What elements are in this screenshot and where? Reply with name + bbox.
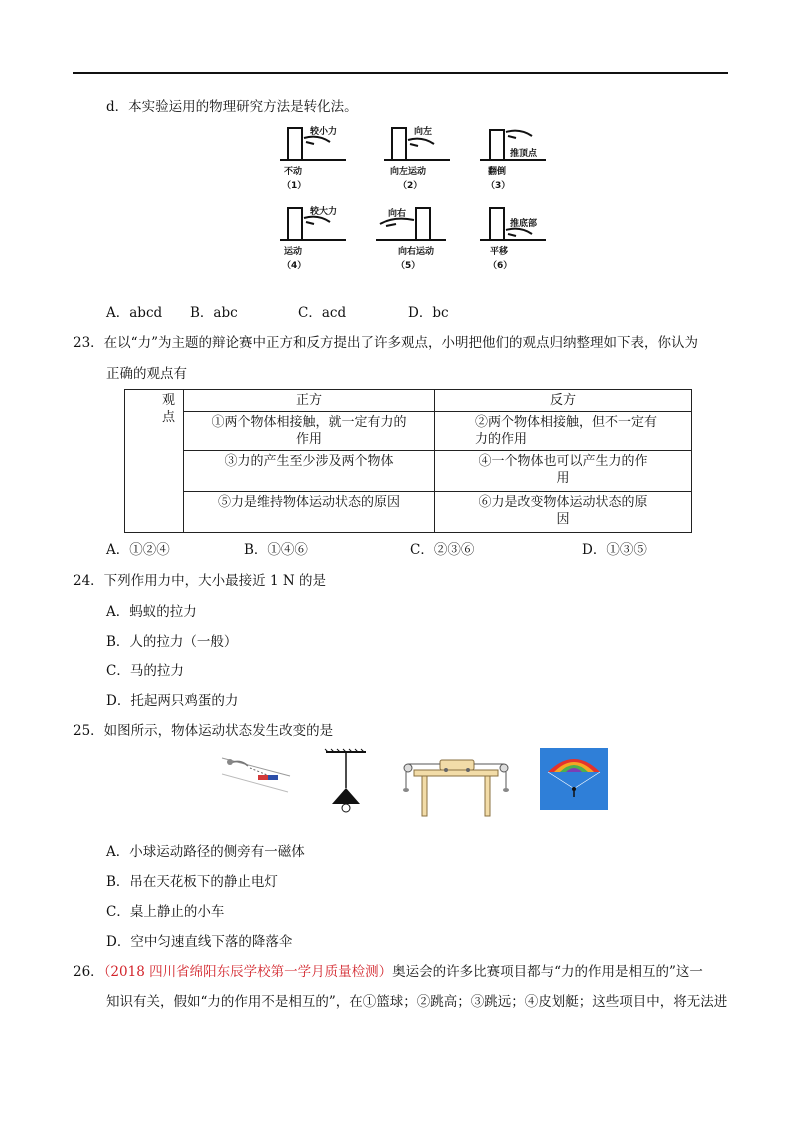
q23-option-a: A．①②④ — [106, 542, 170, 558]
table-row — [125, 492, 692, 533]
con-view-text: 用 — [556, 471, 570, 486]
q24-option-c: C．马的拉力 — [106, 663, 184, 679]
q22-caption: 向右运动 — [398, 247, 435, 257]
pro-view-cell — [184, 492, 435, 533]
q26-line2: 知识有关，假如“力的作用不是相互的”，在①篮球；②跳高；③跳远；④皮划艇；这些项目中，将无法进 — [106, 994, 728, 1010]
q23-stem-line2: 正确的观点有 — [106, 366, 187, 382]
q24-option-b: B．人的拉力（一般） — [106, 634, 238, 650]
q25-stem: 25．如图所示，物体运动状态发生改变的是 — [73, 723, 334, 739]
q22-force-label: 推底部 — [510, 219, 538, 229]
q22-figure-5 — [376, 204, 456, 274]
q22-number: （4） — [282, 261, 307, 271]
q23-option-c: C．②③⑥ — [410, 542, 475, 558]
q22-number: （6） — [488, 261, 513, 271]
con-view-cell — [435, 492, 692, 533]
con-view-text: ④一个物体也可以产生力的作 — [478, 454, 648, 469]
q22-figure-4 — [280, 204, 360, 274]
q22-figure-3 — [480, 124, 560, 194]
con-view-text: 因 — [556, 512, 570, 527]
q25-option-a: A．小球运动路径的侧旁有一磁体 — [106, 844, 305, 860]
corner-label-bottom: 点 — [161, 410, 175, 425]
ball-magnet-figure — [220, 748, 292, 818]
cart-on-table-figure — [400, 748, 512, 818]
q23-views-table — [124, 389, 692, 533]
pro-view-text: ③力的产生至少涉及两个物体 — [224, 454, 394, 469]
pro-view-text: ⑤力是维持物体运动状态的原因 — [217, 495, 400, 510]
con-view-text: ⑥力是改变物体运动状态的原 — [478, 495, 648, 510]
table-corner-cell — [125, 390, 184, 533]
q22-option-c: C．acd — [298, 305, 347, 321]
q22-option-a: A．abcd — [106, 305, 163, 321]
q22-figure-6 — [480, 204, 560, 274]
q23-stem-line1: 23．在以“力”为主题的辩论赛中正方和反方提出了许多观点，小明把他们的观点归纳整理如下表，你认为 — [73, 335, 698, 351]
header-rule — [73, 72, 728, 74]
q25-option-b: B．吊在天花板下的静止电灯 — [106, 874, 278, 890]
con-view-text: ②两个物体相接触，但不一定有 — [475, 415, 658, 430]
q22-caption: 不动 — [284, 167, 303, 177]
q24-option-a: A．蚂蚁的拉力 — [106, 604, 197, 620]
q22-force-label: 推顶点 — [510, 149, 538, 159]
q22-figure-grid — [280, 124, 560, 274]
table-row — [125, 412, 692, 451]
pro-view-text: ①两个物体相接触，就一定有力的 — [211, 415, 407, 430]
con-view-cell — [435, 412, 692, 451]
q22-force-label: 较大力 — [310, 207, 338, 217]
block-pushed-icon — [480, 124, 560, 166]
parachute-figure — [540, 748, 608, 818]
con-view-cell — [435, 451, 692, 492]
q26-number: 26． — [73, 964, 104, 980]
pro-view-cell — [184, 412, 435, 451]
q25-option-c: C．桌上静止的小车 — [106, 904, 225, 920]
q22-caption: 翻倒 — [488, 167, 507, 177]
q22-option-d: D．bc — [408, 305, 449, 321]
q22-statement-d: d．本实验运用的物理研究方法是转化法。 — [106, 99, 358, 115]
q23-option-b: B．①④⑥ — [244, 542, 308, 558]
q26-line1 — [73, 963, 703, 981]
q22-figure-2 — [384, 124, 464, 194]
q25-option-d: D．空中匀速直线下落的降落伞 — [106, 934, 293, 950]
q22-force-label: 向左 — [414, 127, 433, 137]
pro-view-text: 作用 — [295, 432, 322, 447]
q24-stem: 24．下列作用力中，大小最接近 1 N 的是 — [73, 573, 326, 589]
q22-number: （1） — [282, 181, 307, 191]
q22-number: （5） — [396, 261, 421, 271]
q22-caption: 向左运动 — [390, 167, 427, 177]
q24-option-d: D．托起两只鸡蛋的力 — [106, 693, 239, 709]
table-header-con: 反方 — [435, 390, 692, 412]
q22-force-label: 向右 — [388, 209, 407, 219]
q26-source: （2018 四川省绵阳东辰学校第一学月质量检测） — [103, 964, 393, 980]
pro-view-cell — [184, 451, 435, 492]
q22-number: （3） — [486, 181, 511, 191]
q22-figure-1 — [280, 124, 360, 194]
q22-caption: 平移 — [490, 247, 509, 257]
table-header-pro: 正方 — [184, 390, 435, 412]
corner-label-top: 观 — [161, 393, 175, 408]
con-view-text: 力的作用 — [475, 432, 528, 447]
q23-option-d: D．①③⑤ — [582, 542, 647, 558]
q22-force-label: 较小力 — [310, 127, 338, 137]
table-row — [125, 451, 692, 492]
q22-option-b: B．abc — [190, 305, 238, 321]
hanging-lamp-figure — [322, 748, 370, 818]
q22-caption: 运动 — [284, 247, 303, 257]
q26-line1-rest: 奥运会的许多比赛项目都与“力的作用是相互的”这一 — [392, 964, 703, 980]
q22-number: （2） — [398, 181, 423, 191]
